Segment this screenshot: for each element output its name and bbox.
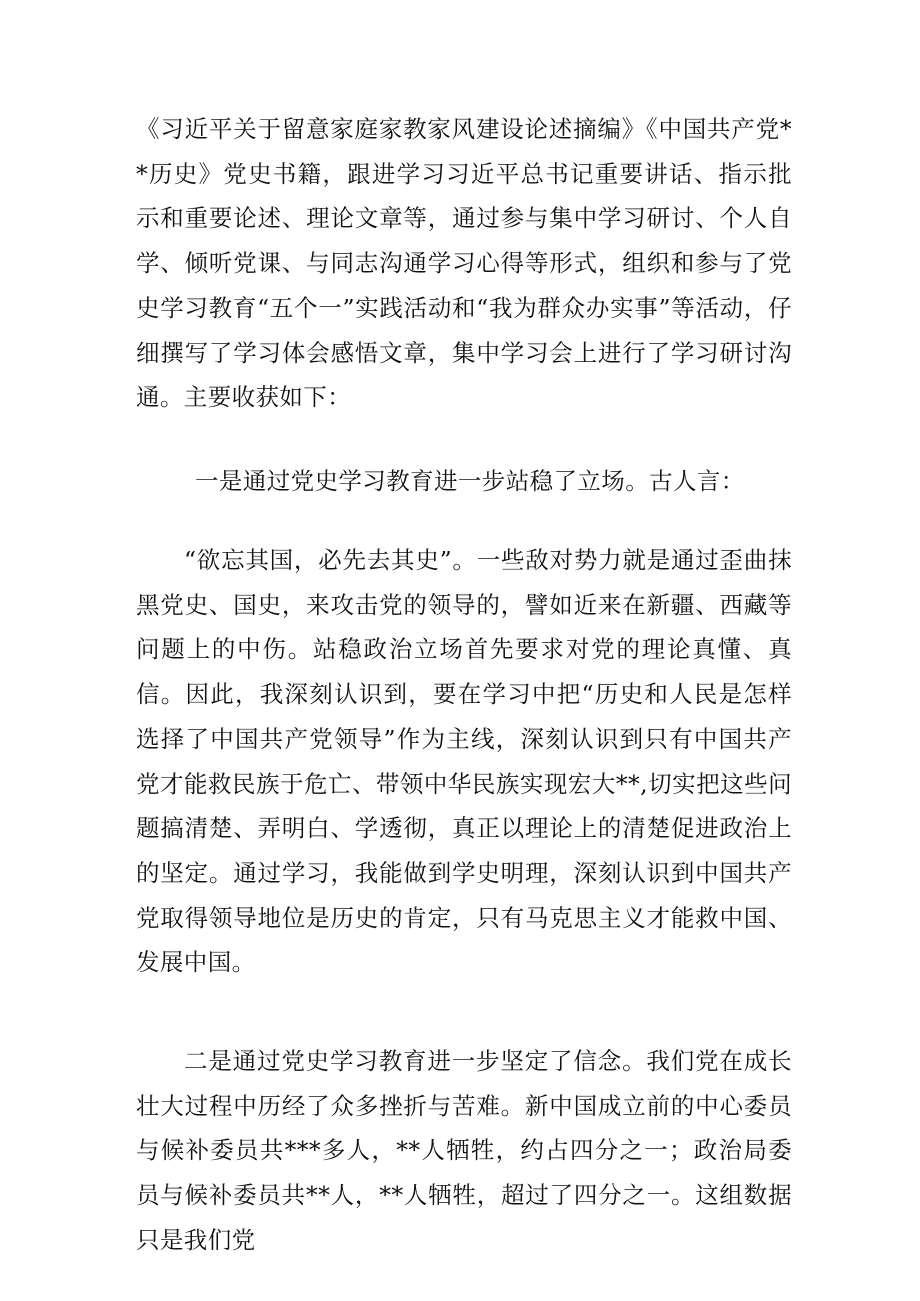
- paragraph-point-one-heading: 一是通过党史学习教育进一步站稳了立场。古人言：: [195, 467, 745, 495]
- paragraph-intro: 《习近平关于留意家庭家教家风建设论述摘编》《中国共产党**历史》党史书籍，跟进学习习近平总书记重要讲话、指示批示和重要论述、理论文章等，通过参与集中学习研讨、个人自学、倾听党课、与同志沟通学习心得等形式，组织和参与了党史学习教育“五个一”实践活动和“我为群众办实事”等活动，仔细撰写了学习体会感悟文章，集中学习会上进行了学习研讨沟通。主要收获如下：: [136, 115, 792, 412]
- paragraph-point-one-body: “欲忘其国，必先去其史”。一些敌对势力就是通过歪曲抹黑党史、国史，来攻击党的领导的，譬如近来在新疆、西藏等问题上的中伤。站稳政治立场首先要求对党的理论真懂、真信。因此，我深刻认识到，要在学习中把“历史和人民是怎样选择了中国共产党领导”作为主线，深刻认识到只有中国共产党才能救民族于危亡、带领中华民族实现宏大**,切实把这些问题搞清楚、弄明白、学透彻，真正以理论上的清楚促进政治上的坚定。通过学习，我能做到学史明理，深刻认识到中国共产党取得领导地位是历史的肯定，只有马克思主义才能救中国、发展中国。: [136, 546, 792, 977]
- paragraph-point-two: 二是通过党史学习教育进一步坚定了信念。我们党在成长壮大过程中历经了众多挫折与苦难。新中国成立前的中心委员与候补委员共***多人，**人牺牲，约占四分之一；政治局委员与候补委员共**人，**人牺牲，超过了四分之一。这组数据只是我们党: [136, 1047, 792, 1254]
